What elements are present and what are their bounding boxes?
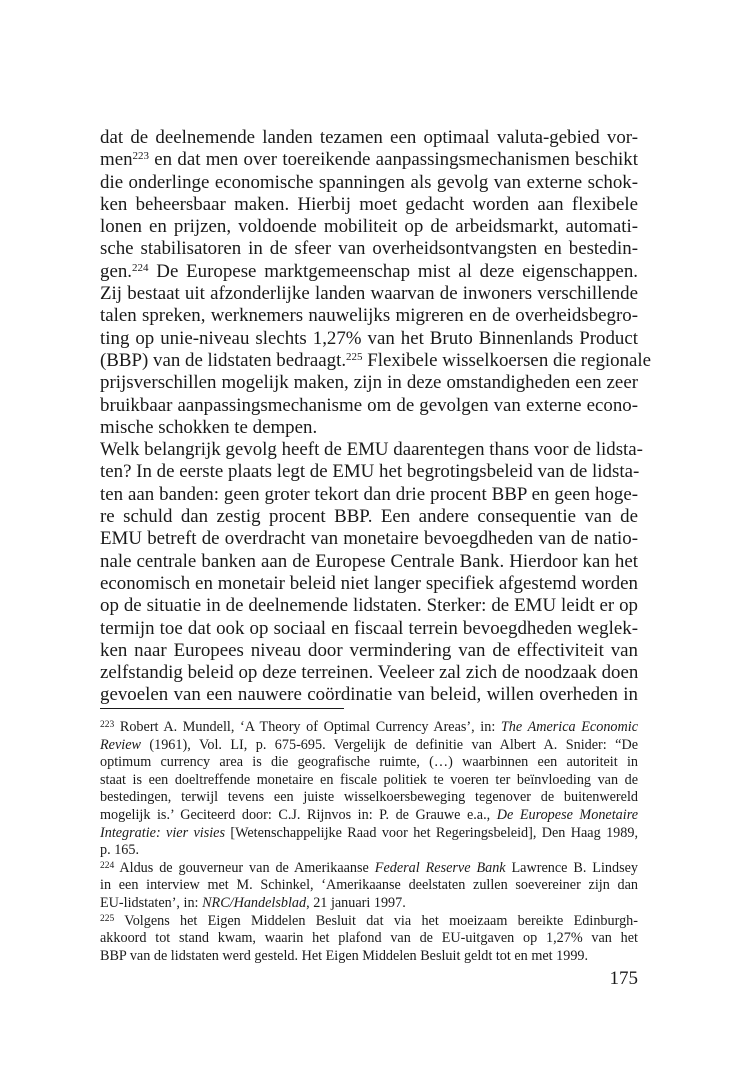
italic-title: The America Economic [500,719,638,735]
footnote-reference[interactable]: 224 [132,261,149,274]
footnote-line: bestedingen, terwijl tevens een juiste wisselkoersbeweging tegenover de buitenwereld [100,789,638,806]
footnote-reference[interactable]: 223 [132,150,150,163]
footnote-reference[interactable]: 225 [346,350,363,363]
text-line: sche stabilisatoren in de sfeer van overheidsontvangsten en bestedin- [100,238,638,260]
text-line: talen spreken, werknemers nauwelijks migreren en de overheidsbegro- [100,305,638,327]
text-line: gevoelen van een nauwere coördinatie van beleid, willen overheden in [100,684,638,706]
text-line: economisch en monetair beleid niet langer specifiek afgestemd worden [100,572,638,594]
paragraph [100,127,652,439]
footnote-line: staat is een doeltreffende monetaire en fiscale politiek te voeren ter beïnvloeding van de [100,771,638,788]
italic-title: Federal Reserve Bank [374,859,506,876]
footnote-line: EU-lidstaten’, in: NRC/Handelsblad, 21 januari 1997. [100,894,406,911]
text-line: termijn toe dat ook op sociaal en fiscaal terrein bevoegdheden weglek- [100,617,638,639]
footnote-line: optimum currency area is die geografische ruimte, (…) waarbinnen een autoriteit in [100,754,638,771]
footnote-line: BBP van de lidstaten werd gesteld. Het Eigen Middelen Besluit geldt tot en met 1999. [100,947,589,964]
footnote-223 [100,719,638,860]
footnote-line: Integratie: vier visies [Wetenschappelijke Raad voor het Regeringsbeleid], Den Haag 1989, [100,824,639,841]
text-line: die onderlinge economische spanningen als gevolg van externe schok- [100,171,638,193]
text-line: men$^{223}$ en dat men over toereikende aanpassingsmechanismen beschikt [100,149,638,171]
footnote-line: $^{224}$ Aldus de gouverneur van de Amerikaanse Federal Reserve Bank Lawrence B. Lindsey [100,859,639,876]
text-line: dat de deelnemende landen tezamen een optimaal valuta-gebied vor- [100,127,638,148]
text-line: zelfstandig beleid op deze terreinen. Veeleer zal zich de noodzaak doen [100,662,639,684]
text-line: mische schokken te dempen. [100,416,318,438]
footnote-number: 225 [100,913,115,924]
footnote-line: mogelijk is.’ Geciteerd door: C.J. Rijnvos in: P. de Grauwe e.a., De Europese Monetaire [100,806,639,823]
footnote-number: 223 [100,720,115,730]
footnote-225 [100,913,638,966]
footnote-line: in een interview met M. Schinkel, ‘Amerikaanse deelstaten zullen soevereiner zijn dan [100,877,638,894]
text-line: Welk belangrijk gevolg heeft de EMU daarentegen thans voor de lidsta- [100,439,643,461]
text-line: ken beheersbaar maken. Hierbij moet gedacht worden aan flexibele [100,193,638,215]
footnote-line: $^{223}$ Robert A. Mundell, ‘A Theory of Optimal Currency Areas’, in: The America Economic [100,719,638,735]
paragraph [100,439,643,707]
italic-title: Integratie: vier visies [100,824,226,841]
text-line: ken naar Europees niveau door vermindering van de effectiviteit van [100,639,638,661]
text-line: gen.$^{224}$ De Europese marktgemeenschap mist al deze eigenschappen. [100,260,638,282]
text-line: EMU betreft de overdracht van monetaire bevoegdheden van de natio- [100,528,638,550]
italic-title: Review [100,736,141,753]
footnote-line: p. 165. [100,842,140,859]
text-line: Zij bestaat uit afzonderlijke landen waarvan de inwoners verschillende [100,283,638,305]
text-line: (BBP) van de lidstaten bedraagt.$^{225}$ Flexibele wisselkoersen die regionale [100,349,652,371]
italic-title: NRC/Handelsblad [202,894,307,911]
text-line: re schuld dan zestig procent BBP. Een andere consequentie van de [100,506,638,528]
footnote-number: 224 [100,860,115,871]
footnote-line: akkoord tot stand kwam, waarin het plafond van de EU-uitgaven op 1,27% van het [100,930,638,947]
text-line: ten aan banden: geen groter tekort dan drie procent BBP en geen hoge- [100,483,638,505]
italic-title: De Europese Monetaire [496,806,639,823]
text-line: op de situatie in de deelnemende lidstaten. Sterker: de EMU leidt er op [100,595,638,617]
text-line: nale centrale banken aan de Europese Centrale Bank. Hierdoor kan het [100,550,638,572]
footnote-line: $^{225}$ Volgens het Eigen Middelen Besluit dat via het moeizaam bereikte Edinburgh- [100,912,638,929]
footnotes [100,719,638,965]
text-line: bruikbaar aanpassingsmechanisme om de gevolgen van externe econo- [100,394,638,416]
text-line: ting op unie-niveau slechts 1,27% van het Bruto Binnenlands Product [100,327,638,349]
text-line: prijsverschillen mogelijk maken, zijn in deze omstandigheden een zeer [100,372,638,394]
text-line: ten? In de eerste plaats legt de EMU het begrotingsbeleid van de lidsta- [100,461,640,483]
body-text [100,127,652,707]
footnote-line: Review (1961), Vol. LI, p. 675-695. Vergelijk de definitie van Albert A. Snider: “De [100,736,638,753]
text-line: lonen en prijzen, voldoende mobiliteit op de arbeidsmarkt, automati- [100,216,638,238]
page-number: 175 [609,968,638,989]
footnote-224 [100,860,638,913]
footnote-separator [100,708,344,709]
